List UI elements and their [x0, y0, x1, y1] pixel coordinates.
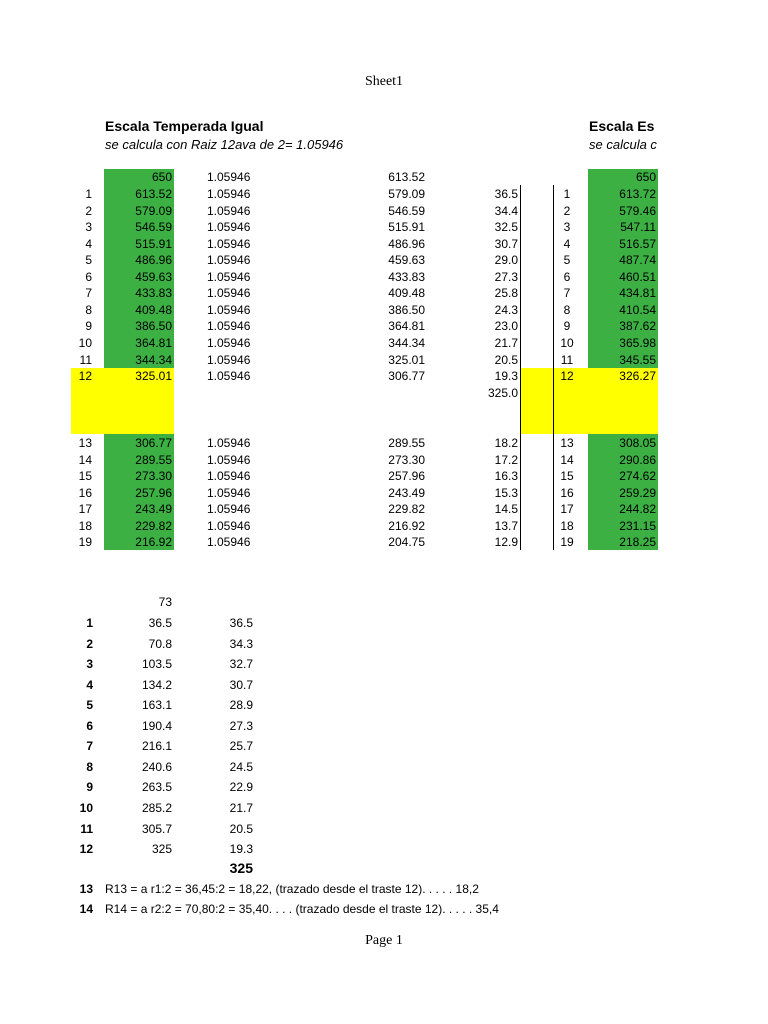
difference-value: 21.7: [494, 335, 518, 350]
difference-value: 19.3: [494, 369, 518, 384]
next-value: 579.09: [388, 187, 425, 201]
temperada-value: 579.09: [135, 203, 172, 218]
difference-value: 13.7: [494, 518, 518, 533]
escala-value: 274.62: [619, 469, 656, 484]
page-header: Sheet1: [364, 74, 404, 89]
row-number: 7: [85, 286, 92, 301]
fret-number: 11: [80, 821, 93, 836]
next-value: 306.77: [388, 369, 425, 384]
escala-value: 290.86: [619, 452, 656, 467]
midpoint-value: 325.0: [487, 386, 518, 400]
ratio-factor: 1.05946: [207, 369, 251, 384]
row-number: 11: [79, 352, 92, 367]
next-value: 433.83: [388, 269, 425, 284]
fret-number: 9: [86, 780, 93, 795]
fret-number: 10: [79, 800, 93, 815]
row-number: 19: [78, 535, 92, 550]
escala-value: 244.82: [619, 502, 656, 517]
escala-value: 434.81: [619, 286, 656, 301]
next-value: 364.81: [388, 319, 425, 334]
fret-number: 2: [86, 636, 93, 651]
temperada-value: 243.49: [135, 502, 172, 517]
ratio-factor: 1.05946: [207, 452, 251, 467]
temperada-value: 386.50: [135, 319, 172, 334]
ratio-factor: 1.05946: [207, 335, 251, 350]
row-number: 14: [78, 452, 92, 467]
ratio-factor: 1.05946: [207, 203, 251, 218]
row-number: 2: [563, 203, 571, 218]
temperada-value: 486.96: [135, 253, 172, 268]
row-number: 15: [560, 469, 574, 484]
difference-value: 19.3: [229, 842, 253, 857]
ratio-factor: 1.05946: [207, 236, 251, 251]
row-number: 2: [85, 203, 92, 218]
difference-value: 24.3: [494, 302, 518, 317]
left-top-next: 613.52: [388, 170, 425, 184]
difference-value: 14.5: [494, 502, 518, 517]
row-number: 16: [78, 485, 92, 500]
difference-value: 24.5: [229, 759, 253, 774]
escala-value: 516.57: [619, 236, 656, 251]
next-value: 204.75: [388, 535, 425, 550]
row-number: 8: [563, 302, 571, 317]
difference-value: 25.7: [229, 739, 253, 754]
row-number: 6: [85, 269, 92, 284]
row-number: 13: [78, 436, 92, 450]
difference-value: 34.3: [229, 636, 253, 651]
fret-number: 7: [86, 739, 93, 754]
column-divider: [553, 185, 554, 550]
escala-value: 345.55: [619, 352, 656, 367]
difference-value: 21.7: [229, 800, 253, 815]
difference-value: 36.5: [229, 616, 253, 630]
row-number: 3: [563, 220, 571, 235]
row-number: 9: [85, 319, 92, 334]
escala-value: 487.74: [619, 253, 656, 268]
fret-number: 4: [86, 677, 93, 692]
row-number: 6: [563, 269, 571, 284]
row-number: 1: [85, 187, 92, 201]
ratio-factor: 1.05946: [207, 535, 251, 550]
difference-value: 30.7: [229, 677, 253, 692]
row-number: 1: [563, 187, 571, 201]
cumulative-value: 305.7: [141, 821, 172, 836]
fret-number: 5: [86, 698, 93, 713]
temperada-value: 325.01: [135, 369, 172, 384]
row-number: 17: [560, 502, 574, 517]
ratio-factor: 1.05946: [207, 269, 251, 284]
ratio-factor: 1.05946: [207, 352, 251, 367]
cumulative-value: 263.5: [141, 780, 172, 795]
escala-value: 547.11: [620, 220, 656, 235]
row-number: 17: [78, 502, 92, 517]
next-value: 409.48: [388, 286, 425, 301]
cumulative-value: 163.1: [141, 698, 172, 713]
fret-number: 12: [79, 842, 93, 857]
ratio-factor: 1.05946: [207, 319, 251, 334]
row-number: 11: [560, 352, 574, 367]
difference-value: 16.3: [494, 469, 518, 484]
ratio-factor: 1.05946: [207, 502, 251, 517]
difference-value: 28.9: [229, 698, 253, 713]
temperada-value: 257.96: [135, 485, 172, 500]
escala-value: 231.15: [619, 518, 656, 533]
escala-value: 579.46: [619, 203, 656, 218]
next-value: 243.49: [388, 485, 425, 500]
note-text: R14 = a r2:2 = 70,80:2 = 35,40. . . . (trazado desde el traste 12). . . . . 35,4: [105, 902, 499, 916]
next-value: 515.91: [388, 220, 425, 235]
left-table-subtitle: se calcula con Raiz 12ava de 2= 1.05946: [105, 137, 344, 152]
fret-number: 1: [86, 616, 93, 630]
fret-number: 3: [86, 657, 93, 672]
escala-value: 387.62: [619, 319, 656, 334]
next-value: 325.01: [388, 352, 425, 367]
next-value: 344.34: [388, 335, 425, 350]
next-value: 216.92: [388, 518, 425, 533]
cumulative-value: 190.4: [141, 718, 172, 733]
difference-value: 22.9: [229, 780, 253, 795]
diff-highlight-fill: [520, 368, 553, 434]
ratio-factor: 1.05946: [207, 469, 251, 484]
temperada-value: 306.77: [135, 436, 172, 450]
temperada-value: 433.83: [135, 286, 172, 301]
next-value: 289.55: [388, 436, 425, 450]
column-divider: [520, 185, 521, 550]
left-top-value: 650: [151, 170, 172, 184]
ratio-factor: 1.05946: [207, 436, 251, 450]
difference-value: 34.4: [494, 203, 518, 218]
difference-value: 12.9: [494, 535, 518, 550]
temperada-value: 515.91: [135, 236, 172, 251]
difference-value: 23.0: [494, 319, 518, 334]
difference-value: 29.0: [494, 253, 518, 268]
escala-value: 365.98: [619, 335, 656, 350]
temperada-value: 273.30: [135, 469, 172, 484]
next-value: 386.50: [388, 302, 425, 317]
ratio-factor: 1.05946: [207, 286, 251, 301]
row-number: 15: [78, 469, 92, 484]
ratio-factor: 1.05946: [207, 253, 251, 268]
row-number: 18: [560, 518, 574, 533]
right-table-subtitle: se calcula c: [589, 137, 657, 152]
fret-number: 8: [86, 759, 93, 774]
cumulative-value: 285.2: [141, 800, 172, 815]
temperada-value: 289.55: [135, 452, 172, 467]
difference-value: 30.7: [494, 236, 518, 251]
escala-value: 460.51: [619, 269, 656, 284]
difference-value: 20.5: [229, 821, 253, 836]
temperada-value: 229.82: [135, 518, 172, 533]
next-value: 229.82: [388, 502, 425, 517]
note-number: 13: [79, 882, 93, 896]
row-number: 4: [563, 236, 571, 251]
row-number: 9: [563, 319, 571, 334]
ratio-factor: 1.05946: [207, 302, 251, 317]
difference-value: 27.3: [494, 269, 518, 284]
difference-value: 32.7: [229, 657, 253, 672]
temperada-value: 546.59: [135, 220, 172, 235]
next-value: 257.96: [388, 469, 425, 484]
fret-number: 6: [86, 718, 93, 733]
ratio-factor: 1.05946: [207, 187, 251, 201]
escala-value: 410.54: [619, 302, 656, 317]
difference-value: 20.5: [494, 352, 518, 367]
right-top-value: 650: [635, 170, 656, 184]
row-number: 13: [560, 436, 574, 450]
row-number: 10: [560, 335, 574, 350]
difference-value: 36.5: [494, 187, 518, 201]
cumulative-value: 36.5: [148, 616, 172, 630]
right-table-header: [589, 117, 659, 157]
right-table-title: Escala Es: [589, 118, 655, 134]
note-text: R13 = a r1:2 = 36,45:2 = 18,22, (trazado desde el traste 12). . . . . 18,2: [105, 882, 479, 896]
row-number: 4: [85, 236, 92, 251]
difference-value: 32.5: [494, 220, 518, 235]
cumulative-value: 70.8: [148, 636, 172, 651]
bottom-head: 73: [158, 595, 172, 609]
cumulative-value: 240.6: [141, 759, 172, 774]
next-value: 273.30: [388, 452, 425, 467]
row-number: 3: [85, 220, 92, 235]
escala-value: 259.29: [619, 485, 656, 500]
escala-value: 326.27: [619, 369, 656, 384]
next-value: 546.59: [388, 203, 425, 218]
temperada-value: 344.34: [135, 352, 172, 367]
ratio-factor: 1.05946: [207, 485, 251, 500]
cumulative-value: 216.1: [141, 739, 172, 754]
row-number: 12: [78, 369, 92, 384]
temperada-value: 613.52: [135, 187, 172, 201]
escala-value: 613.72: [619, 187, 656, 201]
left-top-factor: 1.05946: [207, 170, 251, 184]
cumulative-value: 103.5: [141, 657, 172, 672]
row-number: 16: [560, 485, 574, 500]
temperada-value: 409.48: [135, 302, 172, 317]
temperada-value: 216.92: [135, 535, 172, 550]
escala-value: 218.25: [619, 535, 656, 550]
difference-value: 17.2: [494, 452, 518, 467]
ratio-factor: 1.05946: [207, 220, 251, 235]
row-number: 8: [85, 302, 92, 317]
cumulative-value: 325: [151, 842, 172, 857]
difference-value: 25.8: [494, 286, 518, 301]
ratio-factor: 1.05946: [207, 518, 251, 533]
left-table-title: Escala Temperada Igual: [105, 118, 264, 134]
note-number: 14: [79, 902, 93, 916]
cumulative-value: 134.2: [141, 677, 172, 692]
row-number: 19: [560, 535, 574, 550]
difference-value: 27.3: [229, 718, 253, 733]
next-value: 459.63: [388, 253, 425, 268]
row-number: 18: [78, 518, 92, 533]
bottom-total: 325: [229, 860, 253, 876]
temperada-value: 459.63: [135, 269, 172, 284]
next-value: 486.96: [388, 236, 425, 251]
temperada-value: 364.81: [135, 335, 172, 350]
row-number: 14: [560, 452, 574, 467]
escala-value: 308.05: [619, 436, 656, 450]
difference-value: 18.2: [494, 436, 518, 450]
row-number: 5: [563, 253, 571, 268]
difference-value: 15.3: [494, 485, 518, 500]
row-number: 12: [560, 369, 574, 384]
row-number: 7: [563, 286, 571, 301]
page-footer: Page 1: [365, 933, 403, 948]
row-number: 10: [78, 335, 92, 350]
row-number: 5: [85, 253, 92, 268]
